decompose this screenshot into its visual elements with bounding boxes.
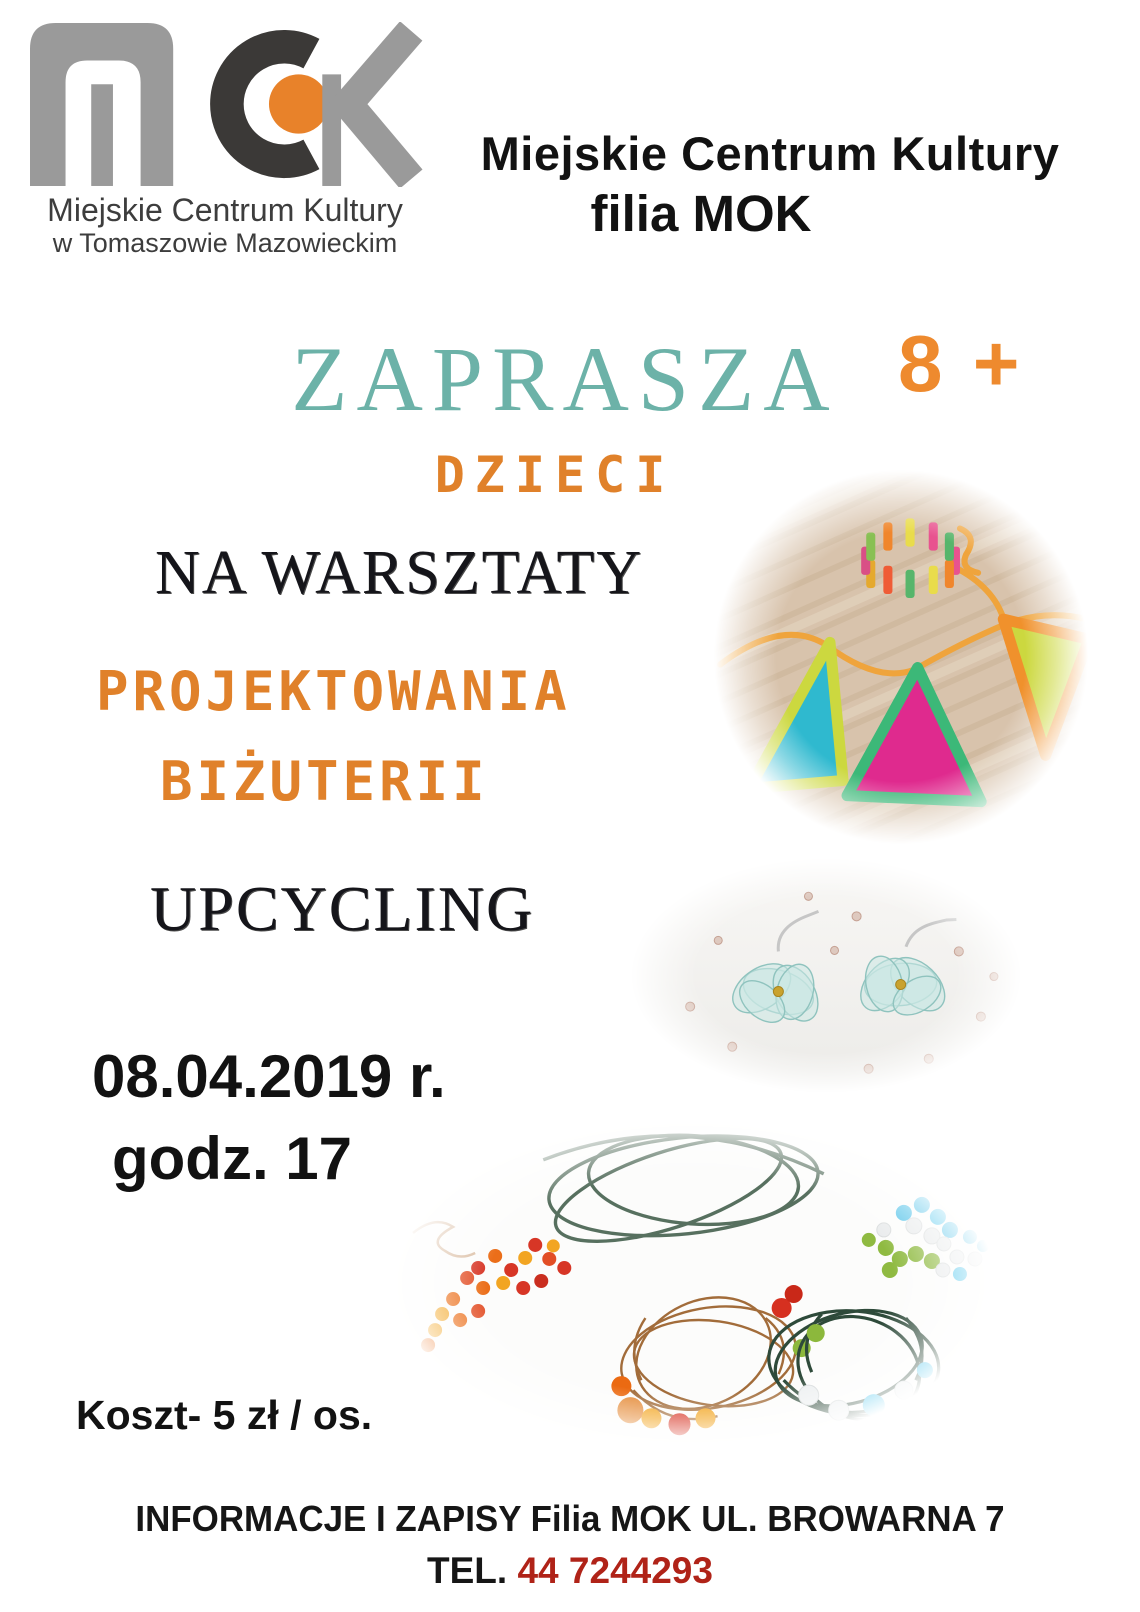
event-cost: Koszt- 5 zł / os. — [76, 1392, 373, 1438]
mck-logo — [30, 22, 425, 192]
phone-line — [0, 1550, 1140, 1592]
logo-caption-line2: w Tomaszowie Mazowieckim — [52, 228, 398, 258]
photo-plastic-flower-earrings — [628, 856, 1024, 1094]
org-branch: filia MOK — [590, 185, 812, 242]
heading-na-warsztaty: NA WARSZTATY — [155, 539, 644, 607]
photo-wire-bead-bracelets — [383, 1116, 999, 1450]
event-time: godz. 17 — [112, 1125, 353, 1192]
logo-orange-dot — [269, 74, 328, 133]
heading-bizuterii: BIŻUTERII — [160, 750, 489, 813]
org-name: Miejskie Centrum Kultury — [480, 127, 1060, 180]
logo-caption-line1: Miejskie Centrum Kultury — [47, 192, 403, 228]
heading-zaprasza: ZAPRASZA — [291, 328, 839, 430]
heading-upcycling: UPCYCLING — [150, 873, 535, 944]
age-badge: 8 + — [898, 319, 1024, 408]
phone-number: 44 7244293 — [517, 1550, 713, 1591]
phone-label: TEL. — [427, 1550, 518, 1591]
heading-dzieci: DZIECI — [434, 446, 676, 504]
logo-letter-k — [348, 31, 411, 179]
heading-projektowania: PROJEKTOWANIA — [96, 660, 571, 723]
photo-straw-triangle-necklace — [712, 468, 1090, 846]
info-address-line: INFORMACJE I ZAPISY Filia MOK UL. BROWARNA 7 — [135, 1498, 1005, 1539]
event-date: 08.04.2019 r. — [92, 1043, 446, 1110]
